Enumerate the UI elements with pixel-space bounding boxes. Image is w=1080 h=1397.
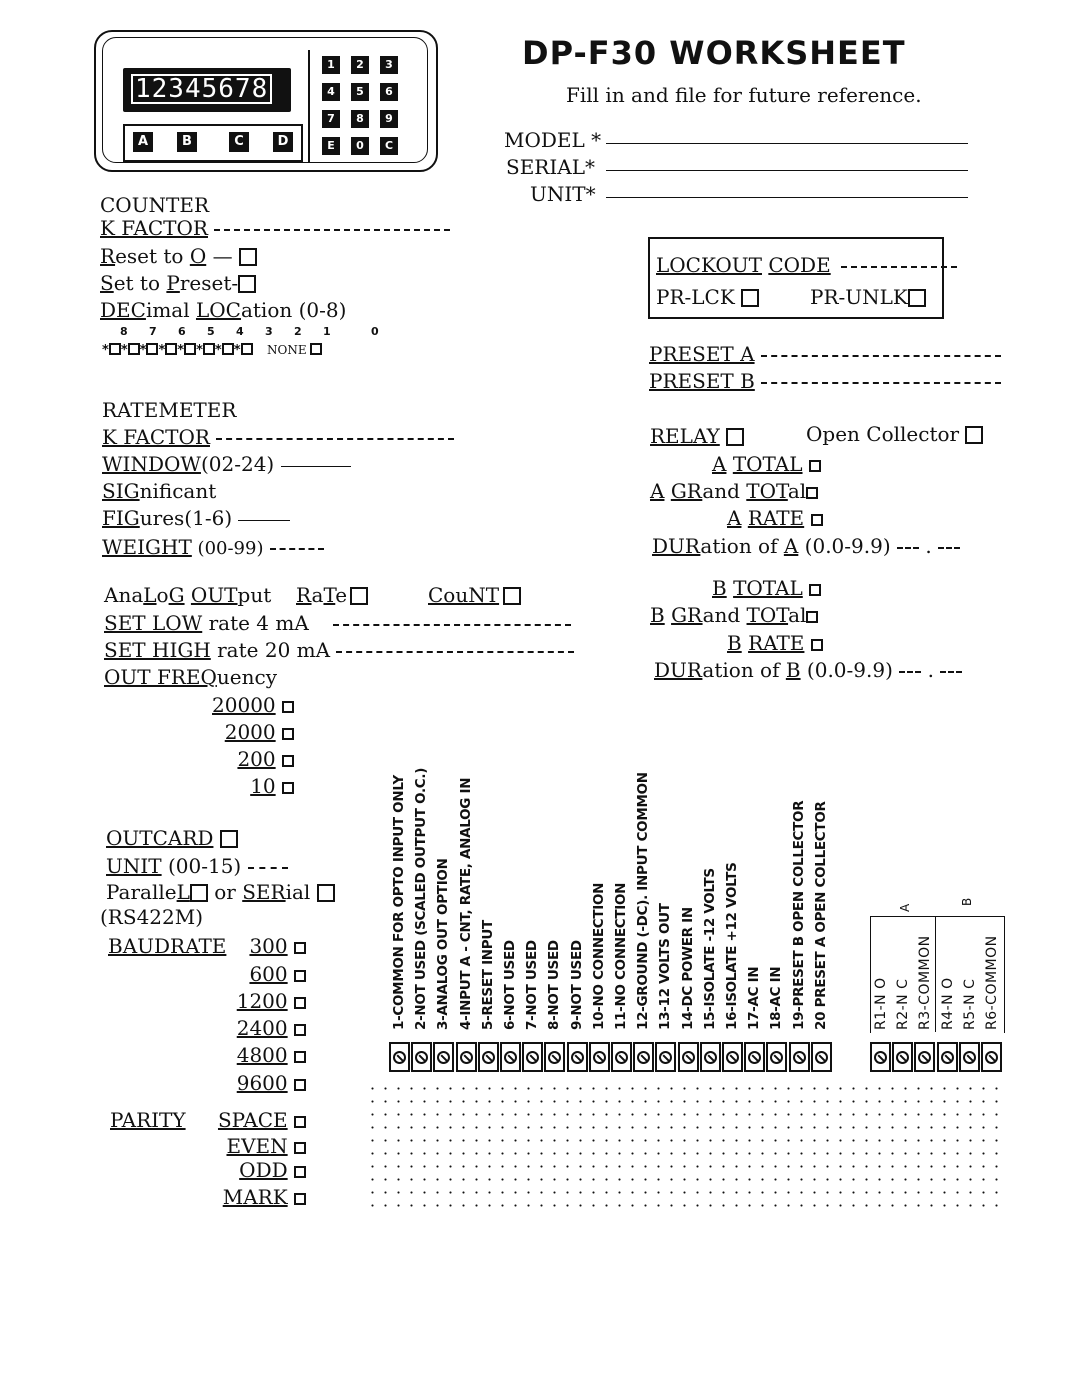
- terminal-label: 13-12 VOLTS OUT: [657, 903, 674, 1030]
- a-total-row: A TOTAL: [712, 452, 821, 476]
- a-rate-row: A RATE: [727, 506, 823, 530]
- b-rate-row: B RATE: [727, 631, 823, 655]
- screw-icon: [704, 1051, 717, 1064]
- pr-unlk-label: PR-UNLK: [810, 285, 908, 309]
- preset-a-label: PRESET A: [649, 342, 755, 366]
- duration-b-dec-field[interactable]: [940, 671, 962, 673]
- terminal-screw: [722, 1042, 743, 1072]
- relay-terminal-screw: [937, 1042, 958, 1072]
- keypad-key: 5: [351, 83, 369, 101]
- baud-1200-checkbox[interactable]: [294, 997, 306, 1009]
- key-b: B: [177, 132, 197, 152]
- decimal-location-label: DECimal LOCation (0-8): [100, 298, 347, 322]
- keypad-key: 9: [380, 110, 398, 128]
- screw-icon: [393, 1051, 406, 1064]
- baud-2400-checkbox[interactable]: [294, 1024, 306, 1036]
- terminal-label: 12-GROUND (-DC). INPUT COMMON: [635, 772, 652, 1030]
- screw-icon: [918, 1051, 931, 1064]
- preset-a-field[interactable]: [761, 355, 1001, 357]
- analog-output-label: AnaLoG OUTput: [104, 583, 272, 607]
- keypad-key: 3: [380, 56, 398, 74]
- terminal-screw: [633, 1042, 654, 1072]
- ratemeter-k-factor-field[interactable]: [216, 438, 454, 440]
- unit-label: UNIT*: [530, 182, 596, 206]
- baud-4800: 4800: [236, 1043, 288, 1067]
- b-grand-total-row: B GRand TOTal: [650, 603, 818, 627]
- terminal-label: 10-NO CONNECTION: [590, 882, 607, 1030]
- baud-1200: 1200: [236, 989, 288, 1013]
- keypad-key: 1: [322, 56, 340, 74]
- baud-9600-checkbox[interactable]: [294, 1079, 306, 1091]
- outcard-unit-label: UNIT: [106, 854, 162, 878]
- terminal-screw: [567, 1042, 588, 1072]
- analog-count-checkbox[interactable]: [503, 587, 521, 605]
- window-label: WINDOW: [102, 452, 201, 476]
- terminal-label: 2-NOT USED (SCALED OUTPUT O.C.): [413, 767, 430, 1030]
- screw-icon: [504, 1051, 517, 1064]
- decimal-1-checkbox[interactable]: [241, 343, 253, 355]
- decimal-none-checkbox[interactable]: [310, 343, 322, 355]
- set-low-label: SET LOW: [104, 611, 203, 635]
- screw-icon: [815, 1051, 828, 1064]
- dot-grid: [366, 1082, 1006, 1210]
- preset-b-field[interactable]: [761, 382, 1001, 384]
- lockout-box: LOCKOUT CODE PR-LCK PR-UNLK: [648, 237, 944, 319]
- page-title: DP-F30 WORKSHEET: [522, 34, 906, 72]
- terminal-label: 15-ISOLATE -12 VOLTS: [701, 868, 718, 1030]
- relay-terminal-screw: [870, 1042, 891, 1072]
- screw-icon: [482, 1051, 495, 1064]
- screw-icon: [526, 1051, 539, 1064]
- parity-label: PARITY: [110, 1108, 186, 1132]
- b-total-checkbox[interactable]: [809, 584, 821, 596]
- terminal-label: 4-INPUT A - CNT, RATE, ANALOG IN: [457, 777, 474, 1030]
- preset-b-label: PRESET B: [649, 369, 755, 393]
- duration-a-int-field[interactable]: [897, 547, 919, 549]
- parity-space: SPACE: [217, 1108, 288, 1132]
- screw-icon: [748, 1051, 761, 1064]
- parity-mark: MARK: [222, 1185, 288, 1209]
- a-rate-checkbox[interactable]: [811, 514, 823, 526]
- screw-icon: [963, 1051, 976, 1064]
- figures-field[interactable]: [238, 520, 290, 521]
- terminal-screw: [655, 1042, 676, 1072]
- duration-b-int-field[interactable]: [899, 671, 921, 673]
- terminal-screw: [611, 1042, 632, 1072]
- relay-terminal-label: R1-N O: [873, 977, 889, 1030]
- keypad-key: 0: [351, 137, 369, 155]
- decimal-6-checkbox[interactable]: [146, 343, 158, 355]
- screw-icon: [593, 1051, 606, 1064]
- decimal-3-checkbox[interactable]: [203, 343, 215, 355]
- parity-odd-checkbox[interactable]: [294, 1166, 306, 1178]
- duration-b-row: DURation of B (0.0-9.9) .: [654, 658, 962, 682]
- screw-icon: [415, 1051, 428, 1064]
- display-digits: 12345678: [131, 74, 272, 104]
- set-low-field[interactable]: [333, 624, 571, 626]
- pr-lck-checkbox[interactable]: [741, 289, 759, 307]
- counter-k-factor-field[interactable]: [214, 229, 450, 231]
- window-range: (02-24): [200, 452, 275, 476]
- analog-count-option: CouNT: [428, 583, 521, 607]
- screw-icon: [637, 1051, 650, 1064]
- b-grand-total-checkbox[interactable]: [806, 611, 818, 623]
- terminal-screw: [389, 1042, 410, 1072]
- out-frequency-label: OUT FREQuency: [104, 665, 277, 689]
- terminal-label: 11-NO CONNECTION: [613, 882, 629, 1030]
- model-label: MODEL *: [504, 128, 602, 152]
- key-a: A: [133, 132, 153, 152]
- ratemeter-heading: RATEMETER: [102, 398, 237, 422]
- a-total-checkbox[interactable]: [809, 460, 821, 472]
- counter-k-factor-label: K FACTOR: [100, 216, 208, 240]
- terminal-label: 16-ISOLATE +12 VOLTS: [724, 862, 740, 1030]
- screw-icon: [659, 1051, 672, 1064]
- led-display: [123, 68, 291, 112]
- keypad-key: 4: [322, 83, 340, 101]
- set-high-label: SET HIGH: [104, 638, 211, 662]
- terminal-screw: [544, 1042, 565, 1072]
- parity-mark-checkbox[interactable]: [294, 1193, 306, 1205]
- terminal-label: 7-NOT USED: [524, 940, 541, 1030]
- baud-600-checkbox[interactable]: [294, 970, 306, 982]
- terminal-screw: [678, 1042, 699, 1072]
- outcard-checkbox[interactable]: [220, 830, 238, 848]
- figures-label: FIG: [102, 506, 140, 530]
- screw-icon: [615, 1051, 628, 1064]
- lockout-code-field[interactable]: [841, 266, 957, 268]
- parallel-checkbox[interactable]: [190, 884, 208, 902]
- screw-icon: [726, 1051, 739, 1064]
- freq-10-checkbox[interactable]: [282, 782, 294, 794]
- terminal-label: 6-NOT USED: [502, 940, 518, 1030]
- baudrate-label: BAUDRATE: [108, 934, 227, 958]
- terminal-label: 8-NOT USED: [546, 940, 563, 1030]
- terminal-label: 17-AC IN: [746, 966, 763, 1030]
- duration-a-row: DURation of A (0.0-9.9) .: [652, 534, 960, 558]
- keypad-key: 8: [351, 110, 369, 128]
- terminal-screw: [766, 1042, 787, 1072]
- decimal-8-checkbox[interactable]: [109, 343, 121, 355]
- keypad-key: 7: [322, 110, 340, 128]
- screw-icon: [896, 1051, 909, 1064]
- screw-icon: [571, 1051, 584, 1064]
- serial-field[interactable]: [606, 170, 968, 171]
- relay-terminal-label: R4-N O: [939, 977, 956, 1030]
- freq-10: 10: [250, 774, 276, 798]
- terminal-label: 9-NOT USED: [568, 940, 585, 1030]
- terminal-label: 19-PRESET B OPEN COLLECTOR: [790, 800, 807, 1030]
- b-rate-checkbox[interactable]: [811, 639, 823, 651]
- relay-terminal-label: R5-N C: [961, 978, 978, 1030]
- baud-300: 300: [249, 934, 288, 958]
- duration-a-dec-field[interactable]: [938, 547, 960, 549]
- set-high-field[interactable]: [336, 651, 574, 653]
- screw-icon: [682, 1051, 695, 1064]
- set-to-preset-checkbox[interactable]: [238, 275, 256, 293]
- screw-icon: [985, 1051, 998, 1064]
- set-to-preset-row: Set to Preset-: [100, 271, 256, 295]
- parity-odd: ODD: [239, 1158, 288, 1182]
- open-collector-checkbox[interactable]: [965, 426, 983, 444]
- model-field[interactable]: [606, 143, 968, 144]
- parallel-serial-row: ParalleL or SERial: [106, 880, 335, 904]
- b-total-row: B TOTAL: [712, 576, 821, 600]
- unit-field[interactable]: [606, 197, 968, 198]
- key-d: D: [273, 132, 293, 152]
- relay-group-divider: [935, 916, 936, 1032]
- terminal-label: 1-COMMON FOR OPTO INPUT ONLY: [391, 774, 407, 1030]
- numeric-keypad: [308, 50, 414, 162]
- relay-terminal-screw: [914, 1042, 935, 1072]
- weight-label: WEIGHT: [102, 535, 192, 559]
- keypad-key: C: [380, 137, 398, 155]
- terminal-screw: [411, 1042, 432, 1072]
- lockout-label: LOCKOUT: [656, 253, 762, 277]
- keypad-key: 6: [380, 83, 398, 101]
- function-keys: [123, 124, 303, 162]
- relay-group-b-label: B: [960, 897, 974, 906]
- ratemeter-k-factor-label: K FACTOR: [102, 425, 210, 449]
- decimal-4-checkbox[interactable]: [184, 343, 196, 355]
- relay-group-bracket: [870, 916, 1005, 1033]
- outcard-label: OUTCARD: [106, 826, 214, 850]
- relay-group-a-label: A: [898, 903, 912, 912]
- relay-label: RELAY: [650, 424, 720, 448]
- screw-icon: [770, 1051, 783, 1064]
- keypad-key: 2: [351, 56, 369, 74]
- screw-icon: [793, 1051, 806, 1064]
- relay-terminal-label: R6-COMMON: [984, 935, 1000, 1030]
- counter-heading: COUNTER: [100, 193, 210, 217]
- terminal-screw: [456, 1042, 477, 1072]
- screw-icon: [548, 1051, 561, 1064]
- weight-field[interactable]: [270, 548, 324, 550]
- decimal-digit-labels: 8 7 6 5 4 3 2 1 0: [120, 325, 379, 338]
- terminal-screw: [500, 1042, 521, 1072]
- relay-terminal-screw: [981, 1042, 1002, 1072]
- relay-terminal-label: R3-COMMON: [917, 935, 934, 1030]
- freq-20000-checkbox[interactable]: [282, 701, 294, 713]
- terminal-screw: [700, 1042, 721, 1072]
- a-grand-total-checkbox[interactable]: [806, 487, 818, 499]
- decimal-2-checkbox[interactable]: [222, 343, 234, 355]
- analog-rate-option: RaTe: [296, 583, 368, 607]
- relay-terminal-label: R2-N C: [895, 978, 912, 1030]
- baud-300-checkbox[interactable]: [294, 942, 306, 954]
- decimal-7-checkbox[interactable]: [128, 343, 140, 355]
- terminal-screw: [433, 1042, 454, 1072]
- outcard-unit-field[interactable]: [248, 867, 288, 869]
- freq-200-checkbox[interactable]: [282, 755, 294, 767]
- parity-space-checkbox[interactable]: [294, 1116, 306, 1128]
- open-collector-label: Open Collector: [806, 422, 960, 446]
- terminal-screw: [478, 1042, 499, 1072]
- page-subtitle: Fill in and file for future reference.: [566, 83, 922, 107]
- screw-icon: [460, 1051, 473, 1064]
- window-field[interactable]: [281, 466, 351, 467]
- terminal-label: 20 PRESET A OPEN COLLECTOR: [812, 801, 829, 1030]
- terminal-screw: [789, 1042, 810, 1072]
- serial-label: SERIAL*: [506, 155, 595, 179]
- keypad-key: E: [322, 137, 340, 155]
- weight-range: (00-99): [191, 538, 264, 559]
- freq-2000: 2000: [224, 720, 276, 744]
- decimal-location-options: * * * * * * * * NONE: [102, 343, 322, 358]
- reset-to-zero-row: Reset to O —: [100, 244, 257, 268]
- baud-4800-checkbox[interactable]: [294, 1051, 306, 1063]
- pr-lck-label: PR-LCK: [656, 285, 735, 309]
- analog-rate-checkbox[interactable]: [350, 587, 368, 605]
- serial-checkbox[interactable]: [317, 884, 335, 902]
- baud-2400: 2400: [236, 1016, 288, 1040]
- device-illustration: [94, 30, 438, 172]
- terminal-screw: [744, 1042, 765, 1072]
- none-label: NONE: [267, 343, 307, 357]
- pr-unlk-checkbox[interactable]: [908, 289, 926, 307]
- terminal-screw: [522, 1042, 543, 1072]
- terminal-label: 14-DC POWER IN: [679, 907, 696, 1030]
- screw-icon: [874, 1051, 887, 1064]
- terminal-label: 3-ANALOG OUT OPTION: [435, 858, 452, 1030]
- parity-even-checkbox[interactable]: [294, 1142, 306, 1154]
- parity-even: EVEN: [226, 1134, 288, 1158]
- relay-checkbox[interactable]: [726, 428, 744, 446]
- reset-to-zero-checkbox[interactable]: [239, 248, 257, 266]
- terminal-screw: [589, 1042, 610, 1072]
- terminal-label: 5-RESET INPUT: [479, 920, 496, 1030]
- terminal-label: 18-AC IN: [768, 966, 785, 1030]
- relay-terminal-screw: [959, 1042, 980, 1072]
- key-c: C: [229, 132, 249, 152]
- baud-600: 600: [249, 962, 288, 986]
- terminal-screw: [811, 1042, 832, 1072]
- relay-terminal-screw: [892, 1042, 913, 1072]
- freq-200: 200: [237, 747, 276, 771]
- freq-2000-checkbox[interactable]: [282, 728, 294, 740]
- rs422-label: (RS422M): [100, 905, 204, 929]
- screw-icon: [437, 1051, 450, 1064]
- a-grand-total-row: A GRand TOTal: [650, 479, 818, 503]
- significant-label: SIGnificant: [102, 479, 217, 503]
- freq-20000: 20000: [212, 693, 276, 717]
- decimal-5-checkbox[interactable]: [165, 343, 177, 355]
- baud-9600: 9600: [236, 1071, 288, 1095]
- screw-icon: [941, 1051, 954, 1064]
